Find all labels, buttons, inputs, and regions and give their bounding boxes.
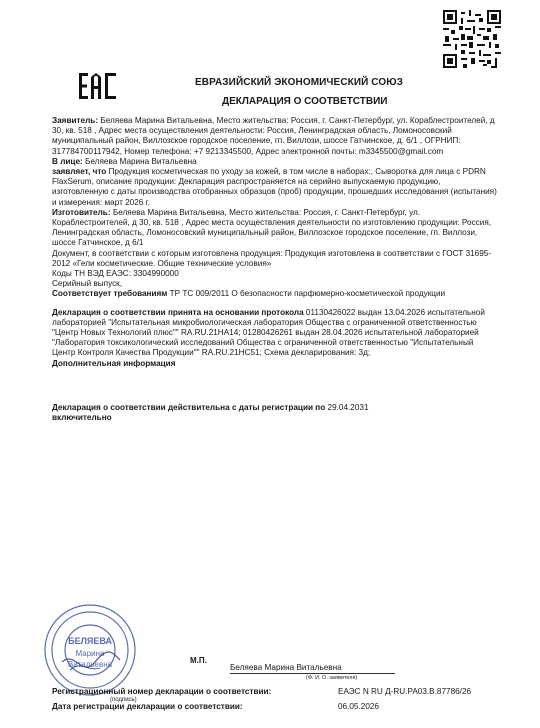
stamp-place-label: М.П. xyxy=(190,656,207,665)
document-title: ДЕКЛАРАЦИЯ О СООТВЕТСТВИИ xyxy=(222,96,388,107)
registration-date-value: 06.05.2026 xyxy=(338,702,379,711)
registration-number-label: Регистрационный номер декларации о соответствии: xyxy=(52,687,272,696)
signature-line xyxy=(230,673,395,674)
additional-info-heading: Дополнительная информация xyxy=(52,358,176,368)
declares-text: Продукция косметическая по уходу за кожей, в том числе в наборах:, Сыворотка для лица с PDRN FlaxSerum, описание продукции: Декларация распространяется на серийно выпускаемую продукцию, изготовленную с даты производства отобранных образцов (проб) продукции, прошедших исследования (испытания) и измерения: март 2026 г. xyxy=(52,167,497,207)
manufacturer-label: Изготовитель: xyxy=(52,207,111,217)
protocol-text: 01130426022 выдан 13.04.2026 испытательной лабораторией "Испытательная микробиологическая лаборатория Общества с ограниченной ответственностью "Центр Новых Технологий плюс"" RA.RU.21HA14; 01280426261 выдан 28.04.2026 испытательной лабораторией "Лаборатория токсикологический исследований Общества с ограниченной ответственностью "Испытательный Центр Контроля Качества Продукции"" RA.RU.21HC51; Схема декларирования: 3д; xyxy=(52,307,485,358)
validity-date: 29.04.2031 xyxy=(325,402,369,412)
complies-paragraph xyxy=(52,289,497,299)
eac-logo xyxy=(78,72,118,100)
union-title: ЕВРАЗИЙСКИЙ ЭКОНОМИЧЕСКИЙ СОЮЗ xyxy=(195,77,404,88)
declaration-body xyxy=(52,116,497,423)
protocol-label: Декларация о соответствии принята на основании протокола xyxy=(52,307,304,317)
signature-caption: (подпись) xyxy=(110,697,137,703)
validity-paragraph xyxy=(52,403,497,423)
person-label: В лице: xyxy=(52,156,83,166)
declares-label: заявляет, что xyxy=(52,167,107,177)
applicant-signature-name: Беляева Марина Витальевна xyxy=(230,663,342,672)
protocol-paragraph xyxy=(52,308,497,359)
validity-label: Декларация о соответствии действительна с даты регистрации по xyxy=(52,402,326,412)
complies-text: ТР ТС 009/2011 О безопасности парфюмерно-косметической продукции xyxy=(167,289,446,299)
registration-date-label: Дата регистрации декларации о соответствии: xyxy=(52,702,243,711)
person-text: Беляева Марина Витальевна xyxy=(82,156,197,166)
declares-paragraph xyxy=(52,167,497,208)
document-paragraph: Документ, в соответствии с которым изготовлена продукция: Продукция изготовлена в соответствии с ГОСТ 31695-2012 «Гели косметические. Общие технические условия» xyxy=(52,248,492,268)
manufacturer-text: Беляева Марина Витальевна, Место жительства: Россия, г. Санкт-Петербург, ул. Кораблестроителей, д 30, кв. 518 , Адрес места осуществления деятельности по изготовлению продукции: Россия, Ленинградская область, Ломоносовский муниципальный район, Виллозское городское поселение, гп. Виллози, шоссе Гатчинское, д 6/1 xyxy=(52,207,492,248)
complies-label: Соответствует требованиям xyxy=(52,289,168,299)
stamp-middle-name: Витальевна xyxy=(67,660,113,669)
stamp-first-name: Марина xyxy=(75,649,105,658)
serial-line: Серийный выпуск, xyxy=(52,279,123,289)
codes-line: Коды ТН ВЭД ЕАЭС: 3304990000 xyxy=(52,269,179,279)
stamp-surname: БЕЛЯЕВА xyxy=(68,636,112,646)
manufacturer-paragraph xyxy=(52,208,497,249)
fio-caption: (Ф. И. О. заявителя) xyxy=(306,675,358,681)
applicant-paragraph xyxy=(52,116,497,157)
applicant-label: Заявитель: xyxy=(52,116,99,125)
applicant-text: Беляева Марина Витальевна, Место жительства: Россия, г. Санкт-Петербург, ул. Кораблестроителей, д 30, кв. 518 , Адрес места осуществления деятельности: Россия, Ленинградская область, Ломоносовский муниципальный район, Виллозское городское поселение, гп. Виллози, шоссе Гатчинское, д. 6/1 , ОГРНИП: 317784700117942, Номер телефона: +7 9213345500, Адрес электронной почты: m3345500@gmail.com xyxy=(52,116,495,156)
qr-code xyxy=(443,10,501,68)
validity-tail: включительно xyxy=(52,413,112,423)
registration-number-value: ЕАЭС N RU Д-RU.PA03.B.87786/26 xyxy=(338,687,472,696)
round-stamp xyxy=(40,600,140,700)
person-paragraph xyxy=(52,157,497,167)
